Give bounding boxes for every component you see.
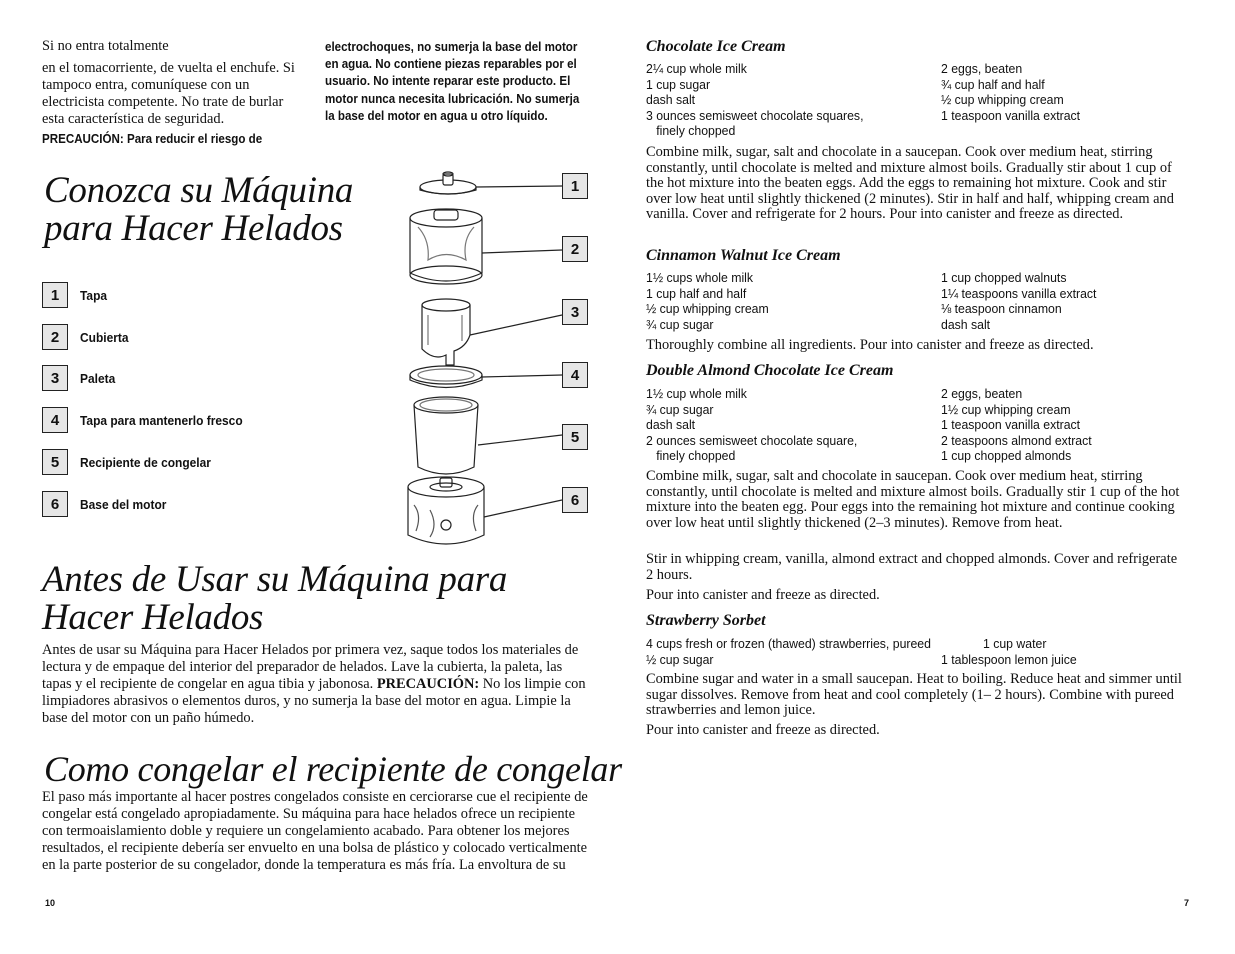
recipe-instructions: Combine sugar and water in a small saucepan. Heat to boiling. Reduce heat and simmer until sugar dissolves. Remove from heat and cool completely (1– 2 hours). Combine with pureed strawberries and lemon juice. bbox=[646, 671, 1182, 718]
ingredient: 4 cups fresh or frozen (thawed) strawberries, pureed bbox=[646, 636, 931, 651]
ingredient: 2 eggs, beaten bbox=[941, 61, 1023, 76]
ingredients-right bbox=[941, 61, 1080, 123]
intro-column-2: electrochoques, no sumerja la base del motor en agua. No contiene piezas reparables por el usuario. No intente reparar este producto. El motor nunca necesita lubricación. No sumerja la base del motor en agua u otro líquido. bbox=[325, 40, 580, 123]
ingredients-left bbox=[646, 386, 857, 464]
before-use-text: Antes de usar su Máquina para Hacer Helados por primera vez, saque todos los materiales de lectura y de empaque del interior del preparador de helados. Lave la cubierta, la paleta, las tapas y el recipiente de congelar en agua tibia y jabonosa. bbox=[42, 642, 579, 692]
parts-list-item bbox=[42, 282, 109, 308]
caution-label: PRECAUCIÓN: bbox=[376, 676, 480, 692]
ingredient: 1½ cup whipping cream bbox=[941, 401, 1071, 417]
ingredient: 1½ cups whole milk bbox=[646, 270, 754, 285]
ingredient: 1½ cup whole milk bbox=[646, 386, 747, 401]
callout-label: 4 bbox=[562, 362, 588, 388]
recipe-instructions: Pour into canister and freeze as directed. bbox=[646, 722, 880, 738]
recipe-title: Cinnamon Walnut Ice Cream bbox=[646, 247, 841, 264]
parts-list-item bbox=[42, 324, 133, 350]
heading-freeze-canister: Como congelar el recipiente de congelar bbox=[44, 749, 622, 789]
ingredient: 2 teaspoons almond extract bbox=[941, 432, 1092, 448]
recipe-instructions: Stir in whipping cream, vanilla, almond extract and chopped almonds. Cover and refrigerate 2 hours. bbox=[646, 551, 1178, 583]
page-number: 7 bbox=[1184, 898, 1190, 908]
ingredient: 1 cup chopped walnuts bbox=[941, 270, 1067, 285]
ingredients-left bbox=[646, 270, 769, 332]
page-number: 10 bbox=[45, 898, 56, 908]
callout-label: 2 bbox=[562, 236, 588, 262]
before-use-paragraph bbox=[42, 642, 590, 727]
recipe-instructions: Thoroughly combine all ingredients. Pour into canister and freeze as directed. bbox=[646, 337, 1094, 353]
ingredient: ¾ cup sugar bbox=[646, 316, 714, 332]
ingredients-right bbox=[941, 270, 1096, 332]
ingredient: dash salt bbox=[646, 92, 696, 108]
part-label: Recipiente de congelar bbox=[80, 454, 211, 470]
part-number: 6 bbox=[42, 491, 68, 517]
ingredient: 1 teaspoon vanilla extract bbox=[941, 417, 1081, 433]
ingredient: 1 teaspoon vanilla extract bbox=[941, 107, 1081, 123]
intro-line: Si no entra totalmente bbox=[42, 38, 169, 54]
ingredient: ½ cup whipping cream bbox=[941, 92, 1064, 108]
ingredient: ¾ cup sugar bbox=[646, 401, 714, 417]
recipe-title: Chocolate Ice Cream bbox=[646, 38, 786, 55]
ingredient: 1 cup water bbox=[983, 636, 1047, 651]
before-use-text-2: No los limpie con limpiadores abrasivos o elementos duros, y no sumerja la base del motor en agua. Limpie la base del motor con un paño húmedo. bbox=[42, 676, 586, 726]
recipe-instructions: Pour into canister and freeze as directed. bbox=[646, 587, 880, 603]
ingredients-left bbox=[646, 61, 863, 139]
heading-line: Hacer Helados bbox=[42, 597, 264, 638]
heading-line: Conozca su Máquina bbox=[44, 170, 354, 211]
heading-line: para Hacer Helados bbox=[44, 208, 343, 249]
parts-list-item bbox=[42, 407, 257, 433]
ingredient: dash salt bbox=[646, 417, 696, 433]
heading-line: Antes de Usar su Máquina para bbox=[42, 559, 508, 600]
ingredient: 3 ounces semisweet chocolate squares, bbox=[646, 107, 864, 123]
callout-label: 5 bbox=[562, 424, 588, 450]
ingredient: ½ cup sugar bbox=[646, 652, 714, 667]
ingredient: 2 eggs, beaten bbox=[941, 386, 1023, 401]
heading-know-your-machine bbox=[44, 172, 353, 248]
callout-label: 6 bbox=[562, 487, 588, 513]
part-number: 4 bbox=[42, 407, 68, 433]
caution-start: PRECAUCIÓN: Para reducir el riesgo de bbox=[42, 132, 263, 146]
ingredient: 1 cup half and half bbox=[646, 285, 747, 301]
parts-list-item bbox=[42, 365, 118, 391]
ingredient: 2¼ cup whole milk bbox=[646, 61, 747, 76]
part-label: Paleta bbox=[80, 370, 116, 386]
ingredient: ½ cup whipping cream bbox=[646, 301, 769, 317]
part-number: 5 bbox=[42, 449, 68, 475]
ingredient: 2 ounces semisweet chocolate square, bbox=[646, 432, 858, 448]
part-label: Tapa para mantenerlo fresco bbox=[80, 412, 243, 428]
callout-label: 1 bbox=[562, 173, 588, 199]
parts-list-item bbox=[42, 449, 222, 475]
intro-column-1 bbox=[42, 38, 302, 148]
part-number: 2 bbox=[42, 324, 68, 350]
part-number: 1 bbox=[42, 282, 68, 308]
intro-paragraph: en el tomacorriente, de vuelta el enchufe. Si tampoco entra, comuníquese con un electricista competente. No trate de burlar esta característica de seguridad. bbox=[42, 60, 295, 127]
ingredient: ⅛ teaspoon cinnamon bbox=[941, 301, 1062, 317]
ingredient: finely chopped bbox=[646, 448, 736, 464]
recipe-title: Double Almond Chocolate Ice Cream bbox=[646, 362, 894, 379]
part-label: Tapa bbox=[80, 287, 108, 303]
ingredient: 1 cup sugar bbox=[646, 76, 711, 92]
ingredient: 1 cup chopped almonds bbox=[941, 448, 1072, 464]
ingredient: dash salt bbox=[941, 316, 991, 332]
part-label: Cubierta bbox=[80, 329, 129, 345]
ingredient: ¾ cup half and half bbox=[941, 76, 1045, 92]
ingredient: finely chopped bbox=[646, 123, 736, 139]
freeze-paragraph: El paso más importante al hacer postres congelados consiste en cerciorarse cue el recipiente de congelar está congelado apropiadamente. Su máquina para hace helados ofrece un recipiente con termoaislamiento doble y requiere un congelamiento acabado. Para obtener los mejores resultados, el recipiente debería ser envuelto en una bolsa de plástico y colocado verticalmente en la parte posterior de su congelador, donde la temperatura es más fría. La envoltura de su bbox=[42, 789, 588, 873]
ingredient: 1¼ teaspoons vanilla extract bbox=[941, 285, 1097, 301]
recipe-instructions: Combine milk, sugar, salt and chocolate in saucepan. Cook over medium heat, stirring constantly, until chocolate is melted and mixture almost boils. Gradually stir 1 cup of the hot mixture into the beaten egg. Pour eggs into the remaining hot mixture and continue cooking over low heat until slightly thickened (2–3 minutes). Remove from heat. bbox=[646, 468, 1180, 531]
heading-before-use bbox=[42, 561, 507, 637]
part-number: 3 bbox=[42, 365, 68, 391]
ingredient: 1 tablespoon lemon juice bbox=[941, 652, 1077, 667]
recipe-instructions: Combine milk, sugar, salt and chocolate in a saucepan. Cook over medium heat, stirring constantly, until chocolate is melted and mixture almost boils. Gradually stir about 1 cup of the hot mixture into the beaten eggs. Add the eggs to remaining hot mixture. Cook and stir over low heat until slightly thickened (2 minutes). Stir in half and half, whipping cream and vanilla. Cover and refrigerate for 2 hours. Pour into canister and freeze as directed. bbox=[646, 144, 1174, 222]
parts-list-item bbox=[42, 491, 174, 517]
recipe-title: Strawberry Sorbet bbox=[646, 612, 766, 629]
part-label: Base del motor bbox=[80, 496, 167, 512]
callout-label: 3 bbox=[562, 299, 588, 325]
ingredients-right bbox=[941, 386, 1092, 464]
